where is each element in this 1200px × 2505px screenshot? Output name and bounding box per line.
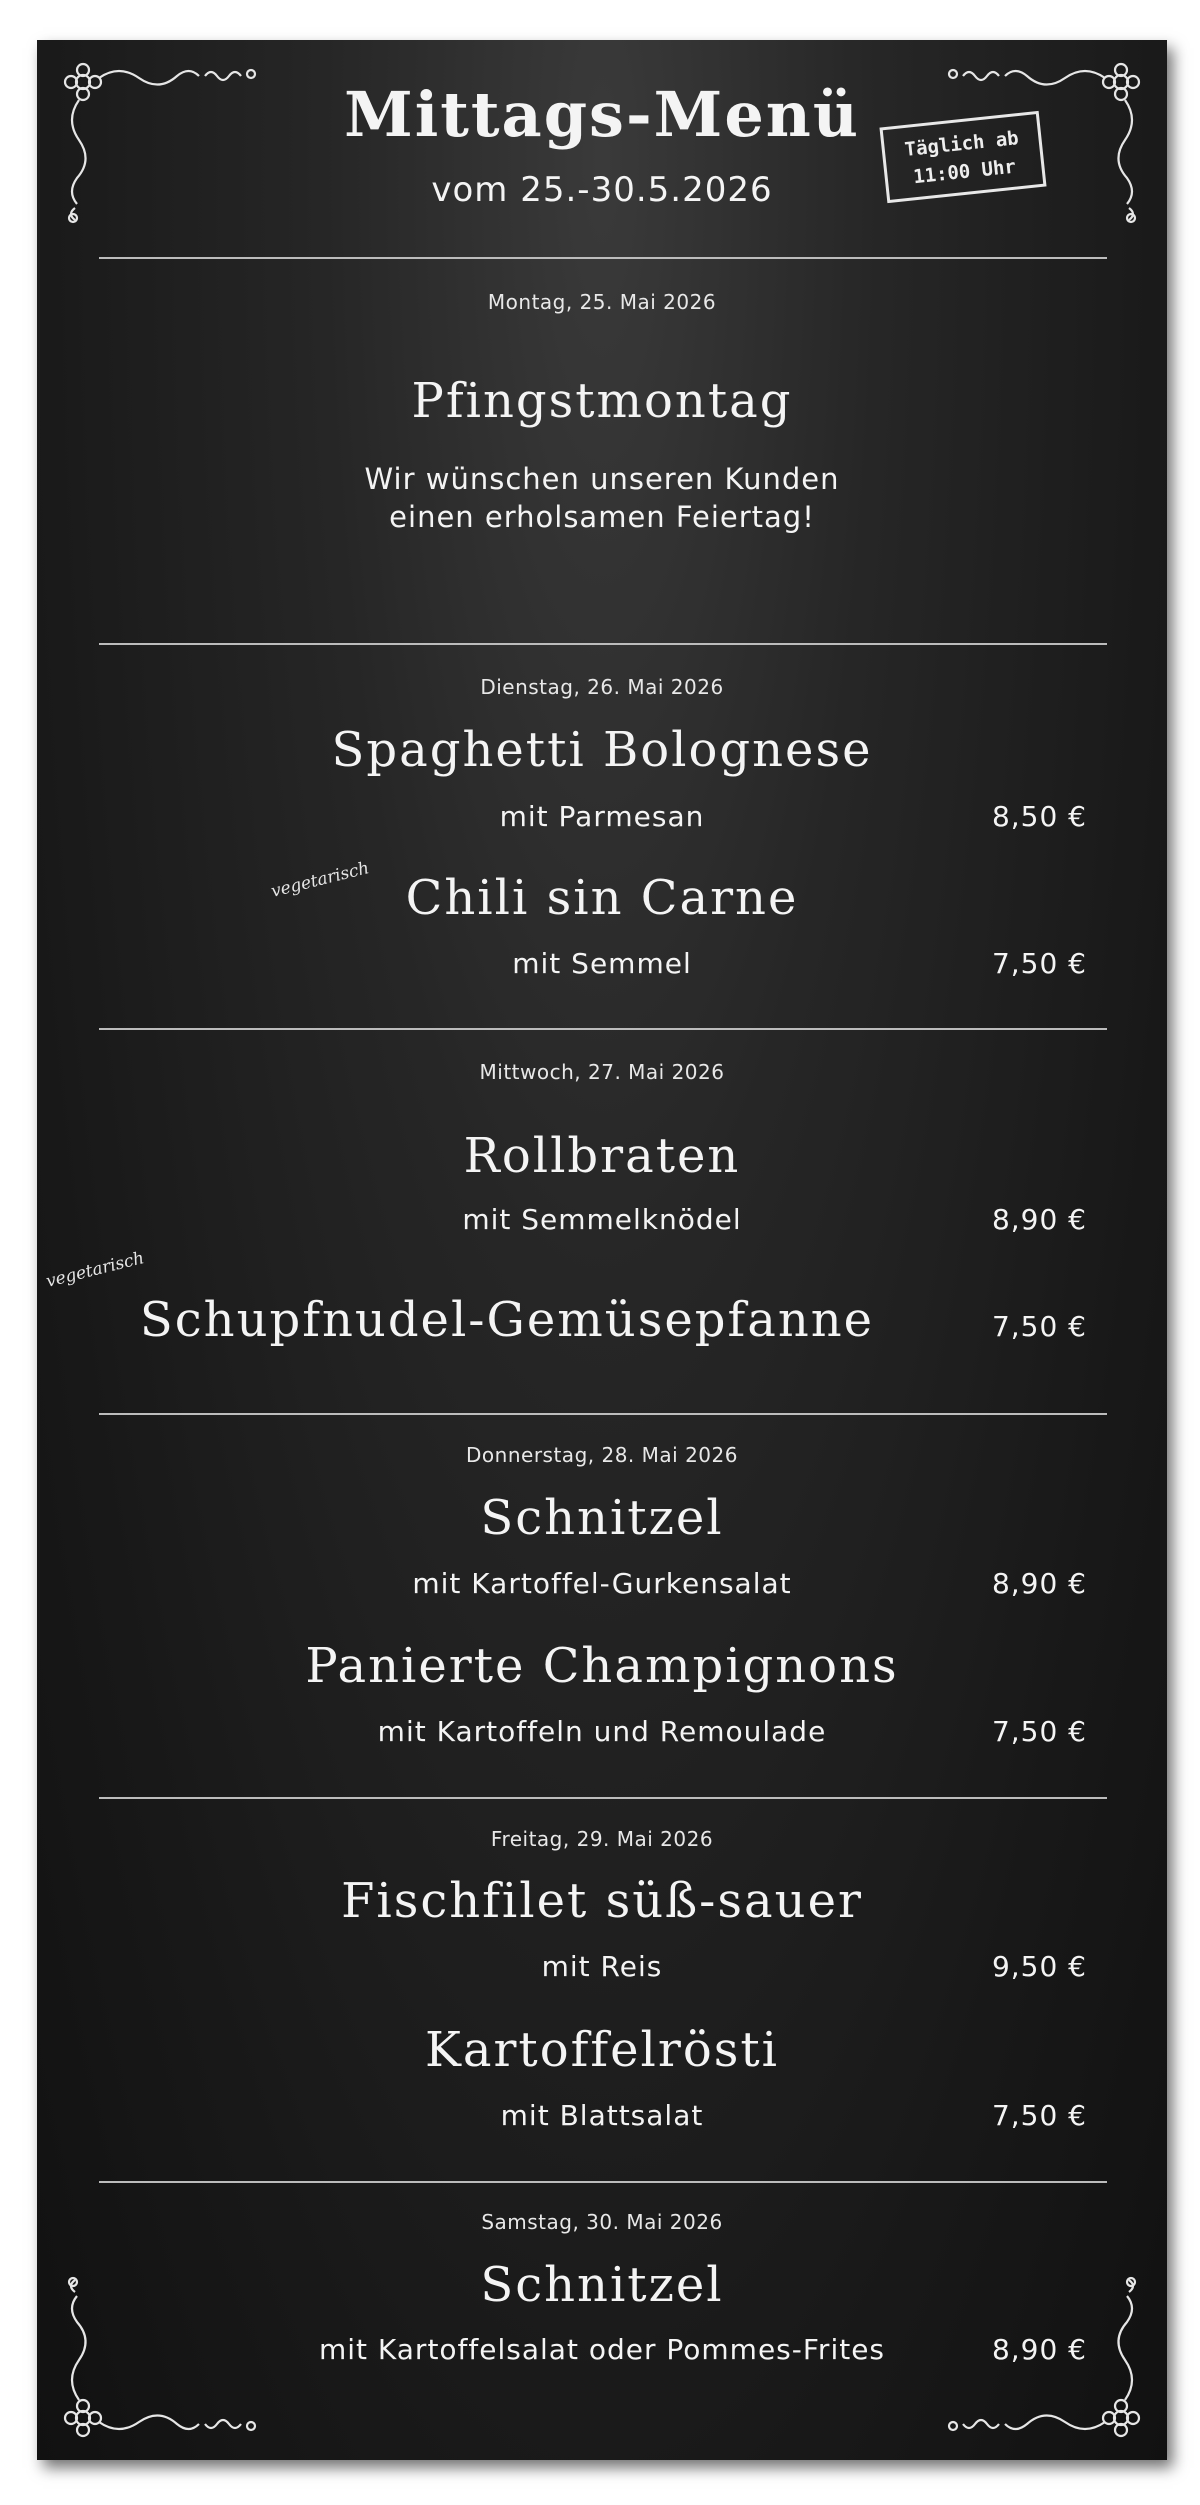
- dish-name: Spaghetti Bolognese: [331, 722, 873, 778]
- day-date-monday: Montag, 25. Mai 2026: [487, 290, 717, 314]
- divider: [99, 2181, 1107, 2183]
- holiday-message-line-1: Wir wünschen unseren Kunden: [364, 462, 840, 496]
- dish-name: Panierte Champignons: [305, 1638, 899, 1694]
- chalkboard: [37, 40, 1167, 2460]
- dish-price: 7,50 €: [991, 947, 1087, 980]
- dish-price: 7,50 €: [991, 2099, 1087, 2132]
- dish-name: Chili sin Carne: [405, 870, 799, 926]
- dish-side: mit Semmel: [512, 947, 692, 980]
- dish-side: mit Semmelknödel: [462, 1203, 742, 1236]
- divider: [99, 1797, 1107, 1799]
- dish-name: Schnitzel: [480, 1490, 724, 1546]
- vegetarian-tag: vegetarisch: [44, 1248, 147, 1292]
- dish-side: mit Kartoffelsalat oder Pommes-Frites: [318, 2333, 886, 2366]
- divider: [99, 643, 1107, 645]
- holiday-message-line-2: einen erholsamen Feiertag!: [389, 500, 815, 534]
- day-date-wednesday: Mittwoch, 27. Mai 2026: [479, 1060, 725, 1084]
- dish-side: mit Blattsalat: [500, 2099, 704, 2132]
- dish-price: 7,50 €: [991, 1715, 1087, 1748]
- dish-name: Kartoffelrösti: [424, 2022, 779, 2078]
- day-date-tuesday: Dienstag, 26. Mai 2026: [480, 675, 724, 699]
- dish-price: 9,50 €: [991, 1950, 1087, 1983]
- divider: [99, 1028, 1107, 1030]
- divider: [99, 1413, 1107, 1415]
- dish-price: 8,50 €: [991, 800, 1087, 833]
- vegetarian-tag: vegetarisch: [269, 858, 372, 902]
- dish-side: mit Reis: [541, 1950, 663, 1983]
- divider: [99, 257, 1107, 259]
- dish-name: Rollbraten: [463, 1128, 741, 1184]
- holiday-message: [37, 460, 1167, 536]
- dish-side: mit Parmesan: [499, 800, 705, 833]
- day-date-saturday: Samstag, 30. Mai 2026: [481, 2210, 723, 2234]
- dish-price: 8,90 €: [991, 1567, 1087, 1600]
- dish-name: Fischfilet süß-sauer: [341, 1873, 863, 1929]
- dish-price: 8,90 €: [991, 2333, 1087, 2366]
- day-date-thursday: Donnerstag, 28. Mai 2026: [466, 1443, 738, 1467]
- holiday-title: Pfingstmontag: [411, 373, 793, 429]
- dish-price: 7,50 €: [991, 1310, 1087, 1343]
- menu-date-range: vom 25.-30.5.2026: [431, 170, 773, 210]
- day-date-friday: Freitag, 29. Mai 2026: [490, 1827, 714, 1851]
- menu-title: Mittags-Menü: [344, 78, 860, 151]
- dish-name: Schnitzel: [480, 2257, 724, 2313]
- dish-name: Schupfnudel-Gemüsepfanne: [139, 1292, 875, 1348]
- dish-side: mit Kartoffel-Gurkensalat: [412, 1567, 792, 1600]
- stamp-line-1: Täglich ab: [903, 127, 1020, 161]
- stamp-line-2: 11:00 Uhr: [912, 155, 1017, 189]
- dish-side: mit Kartoffeln und Remoulade: [377, 1715, 827, 1748]
- dish-price: 8,90 €: [991, 1203, 1087, 1236]
